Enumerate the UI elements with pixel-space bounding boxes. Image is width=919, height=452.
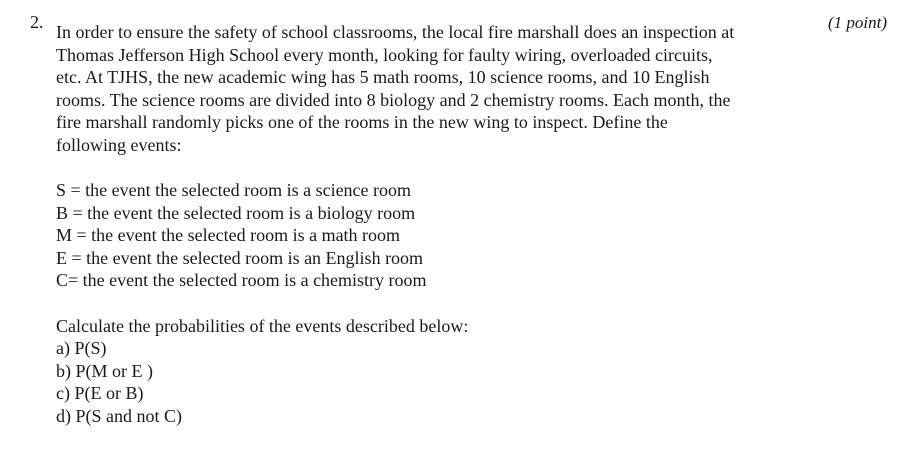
paragraph-line: rooms. The science rooms are divided into 8 biology and 2 chemistry rooms. Each month, the <box>56 89 731 110</box>
paragraph-line: fire marshall randomly picks one of the rooms in the new wing to inspect. Define the <box>56 112 668 132</box>
event-definition-m: M = the event the selected room is a math room <box>56 225 401 245</box>
points-label: (1 point) <box>827 13 887 32</box>
question-a: a) P(S) <box>56 338 107 358</box>
problem-paragraph <box>56 21 816 156</box>
paragraph-line: etc. At TJHS, the new academic wing has 5 math rooms, 10 science rooms, and 10 English <box>56 67 710 87</box>
event-definitions <box>56 179 816 292</box>
paragraph-line: In order to ensure the safety of school classrooms, the local fire marshall does an inspection at <box>56 22 735 42</box>
event-definition-b: B = the event the selected room is a biology room <box>56 202 416 223</box>
paragraph-line: following events: <box>56 134 182 155</box>
question-b: b) P(M or E ) <box>56 360 153 381</box>
problem-content <box>56 21 816 427</box>
instruction-text: Calculate the probabilities of the events described below: <box>56 315 469 336</box>
question-d: d) P(S and not C) <box>56 405 182 426</box>
event-definition-e: E = the event the selected room is an English room <box>56 247 424 268</box>
question-c: c) P(E or B) <box>56 383 144 403</box>
paragraph-line: Thomas Jefferson High School every month, looking for faulty wiring, overloaded circuits, <box>56 44 713 65</box>
event-definition-s: S = the event the selected room is a science room <box>56 180 412 200</box>
problem-number: 2. <box>30 12 44 32</box>
event-definition-c: C= the event the selected room is a chemistry room <box>56 270 427 290</box>
question-list <box>56 315 816 428</box>
